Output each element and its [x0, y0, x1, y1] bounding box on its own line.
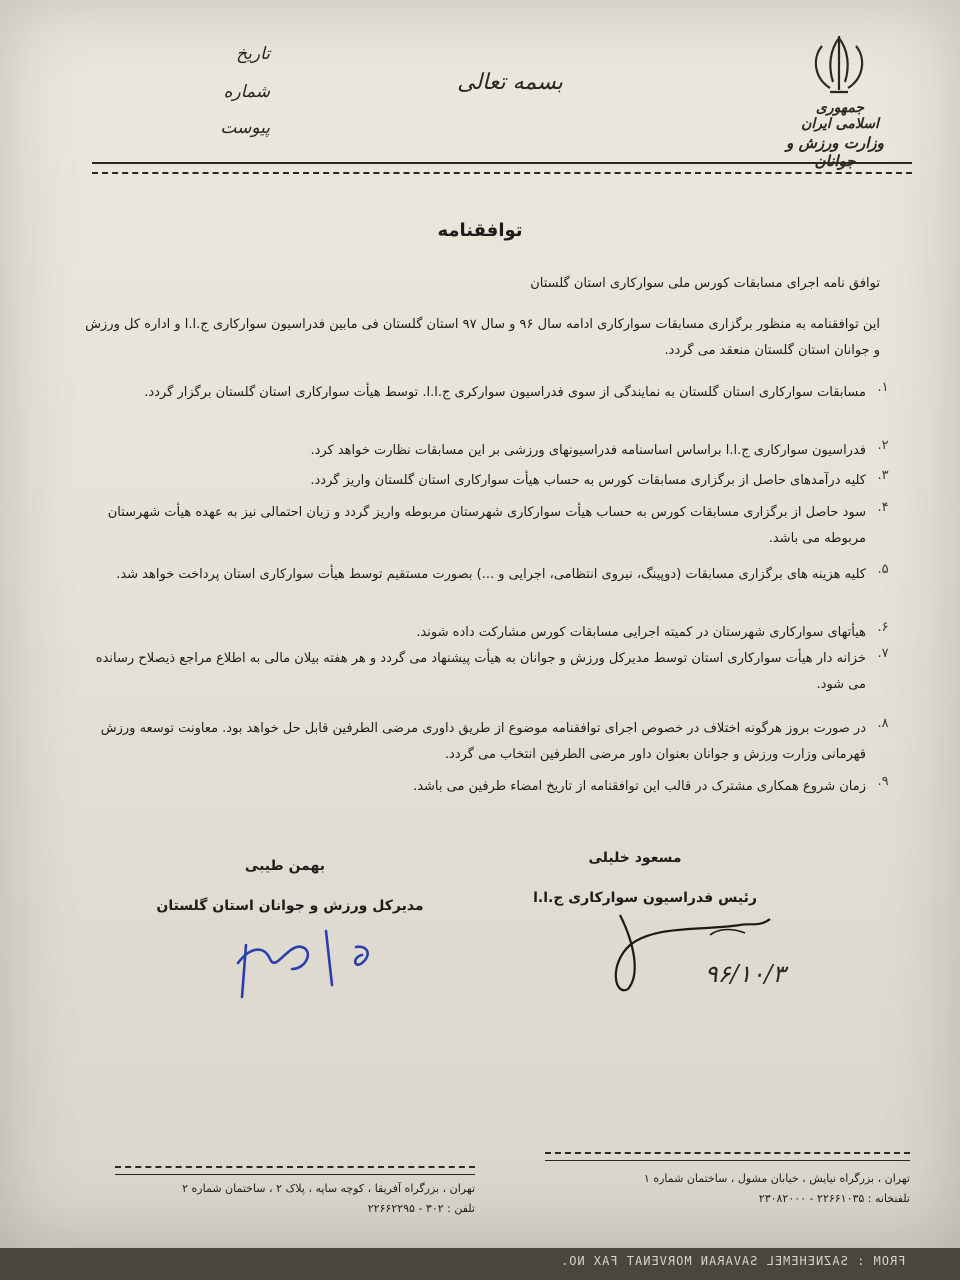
org-line-1: جمهوری اسلامی ایران: [801, 100, 879, 132]
clause-item: [80, 468, 900, 494]
clause-number: ۲.: [877, 438, 889, 453]
clause-item: [80, 774, 900, 800]
signatory-right-name: مسعود خلیلی: [588, 850, 682, 866]
clause-text: زمان شروع همکاری مشترک در قالب این توافقنامه از تاریخ امضاء طرفین می باشد.: [413, 779, 866, 794]
footer-right-address: تهران ، بزرگراه نیایش ، خیابان مشول ، ساختمان شماره ۱: [643, 1172, 910, 1185]
signatory-left-title: مدیرکل ورزش و جوانان استان گلستان: [156, 898, 424, 914]
clause-item: [80, 438, 900, 464]
signatory-left-name: بهمن طیبی: [244, 858, 326, 874]
clause-item: [80, 500, 900, 552]
attachment-label: پیوست: [220, 118, 270, 138]
footer-left-phone: تلفن : ۳۰۲ - ۲۲۶۶۲۲۹۵: [367, 1202, 475, 1215]
clause-text: مسابقات سوارکاری استان گلستان به نمایندگی از سوی فدراسیون سوارکری ج.ا.ا. توسط هیأت سوارکاری استان گلستان برگزار گردد.: [144, 385, 866, 400]
basmala: بسمه تعالی: [457, 70, 563, 95]
iran-emblem-icon: [800, 32, 878, 100]
clause-text: خزانه دار هیأت سوارکاری استان توسط مدیرکل ورزش و جوانان به هیأت پیشنهاد می گردد و هر هفته بیلان مالی به اطلاع مراجع ذیصلاح رسانده می شود.: [95, 651, 866, 692]
clause-text: کلیه درآمدهای حاصل از برگزاری مسابقات کورس به حساب هیأت سوارکاری استان گلستان واریز گردد.: [310, 473, 866, 488]
clause-text: کلیه هزینه های برگزاری مسابقات (دوپینگ، نیروی انتظامی، اجرایی و ...) بصورت مستقیم توسط هیأت سوارکاری استان پرداخت خواهد شد.: [116, 567, 866, 582]
clause-number: ۱.: [877, 380, 889, 395]
date-label: تاریخ: [236, 44, 270, 64]
clause-number: ۹.: [877, 774, 889, 789]
clause-text: هیأتهای سوارکاری شهرستان در کمیته اجرایی مسابقات کورس مشارکت داده شوند.: [416, 625, 866, 640]
clause-number: ۳.: [877, 468, 889, 483]
clause-number: ۴.: [877, 500, 889, 515]
clause-text: سود حاصل از برگزاری مسابقات کورس به حساب هیأت سوارکاری شهرستان مربوطه واریز گردد و زیان احتمالی نیز به عهده هیأت شهرستان مربوطه می باشد.: [107, 505, 866, 546]
clause-number: ۸.: [877, 716, 889, 731]
signature-left-icon: [230, 925, 380, 1005]
clause-item: [80, 562, 900, 588]
document-title: توافقنامه: [437, 220, 523, 241]
fax-header-text: FROM : SAZNEHEMEL SAVARAN MORVENAT FAX NO.: [560, 1254, 906, 1268]
org-line-2: وزارت ورزش و جوانان: [786, 134, 884, 170]
clause-item: [80, 716, 900, 768]
header-divider: [92, 162, 912, 174]
footer-right-divider: [545, 1152, 910, 1161]
document-intro: این توافقنامه به منظور برگزاری مسابقات سوارکاری ادامه سال ۹۶ و سال ۹۷ استان گلستان فی مابین فدراسیون سوارکاری ج.ا.ا و اداره کل ورزش و جوانان استان گلستان منعقد می گردد.: [85, 317, 880, 358]
signatory-right-title: رئیس فدراسیون سوارکاری ج.ا.ا: [533, 890, 757, 906]
signature-right-date: ۹۶/۱۰/۳: [704, 960, 786, 988]
clause-item: [80, 646, 900, 698]
fax-header-strip: [0, 1248, 960, 1280]
clause-number: ۶.: [877, 620, 889, 635]
clause-number: ۵.: [877, 562, 889, 577]
footer-left-divider: [115, 1166, 475, 1175]
clause-text: فدراسیون سوارکاری ج.ا.ا براساس اساسنامه فدراسیونهای ورزشی بر این مسابقات نظارت خواهد کرد.: [310, 443, 866, 458]
clause-item: [80, 620, 900, 646]
footer-right-phone: تلفنخانه : ۲۲۶۶۱۰۳۵ - ۲۳۰۸۲۰۰۰: [758, 1192, 910, 1205]
clause-number: ۷.: [877, 646, 889, 661]
number-label: شماره: [223, 82, 270, 102]
clause-text: در صورت بروز هرگونه اختلاف در خصوص اجرای توافقنامه موضوع از طریق داوری مرضی الطرفین قابل حل خواهد بود. معاونت توسعه ورزش قهرمانی وزارت ورزش و جوانان بعنوان داور مرضی الطرفین انتخاب می گردد.: [100, 721, 866, 762]
footer-left-address: تهران ، بزرگراه آفریقا ، کوچه ساپه ، پلاک ۲ ، ساختمان شماره ۲: [182, 1182, 475, 1195]
document-subject: توافق نامه اجرای مسابقات کورس ملی سوارکاری استان گلستان: [530, 276, 880, 291]
clause-item: [80, 380, 900, 406]
